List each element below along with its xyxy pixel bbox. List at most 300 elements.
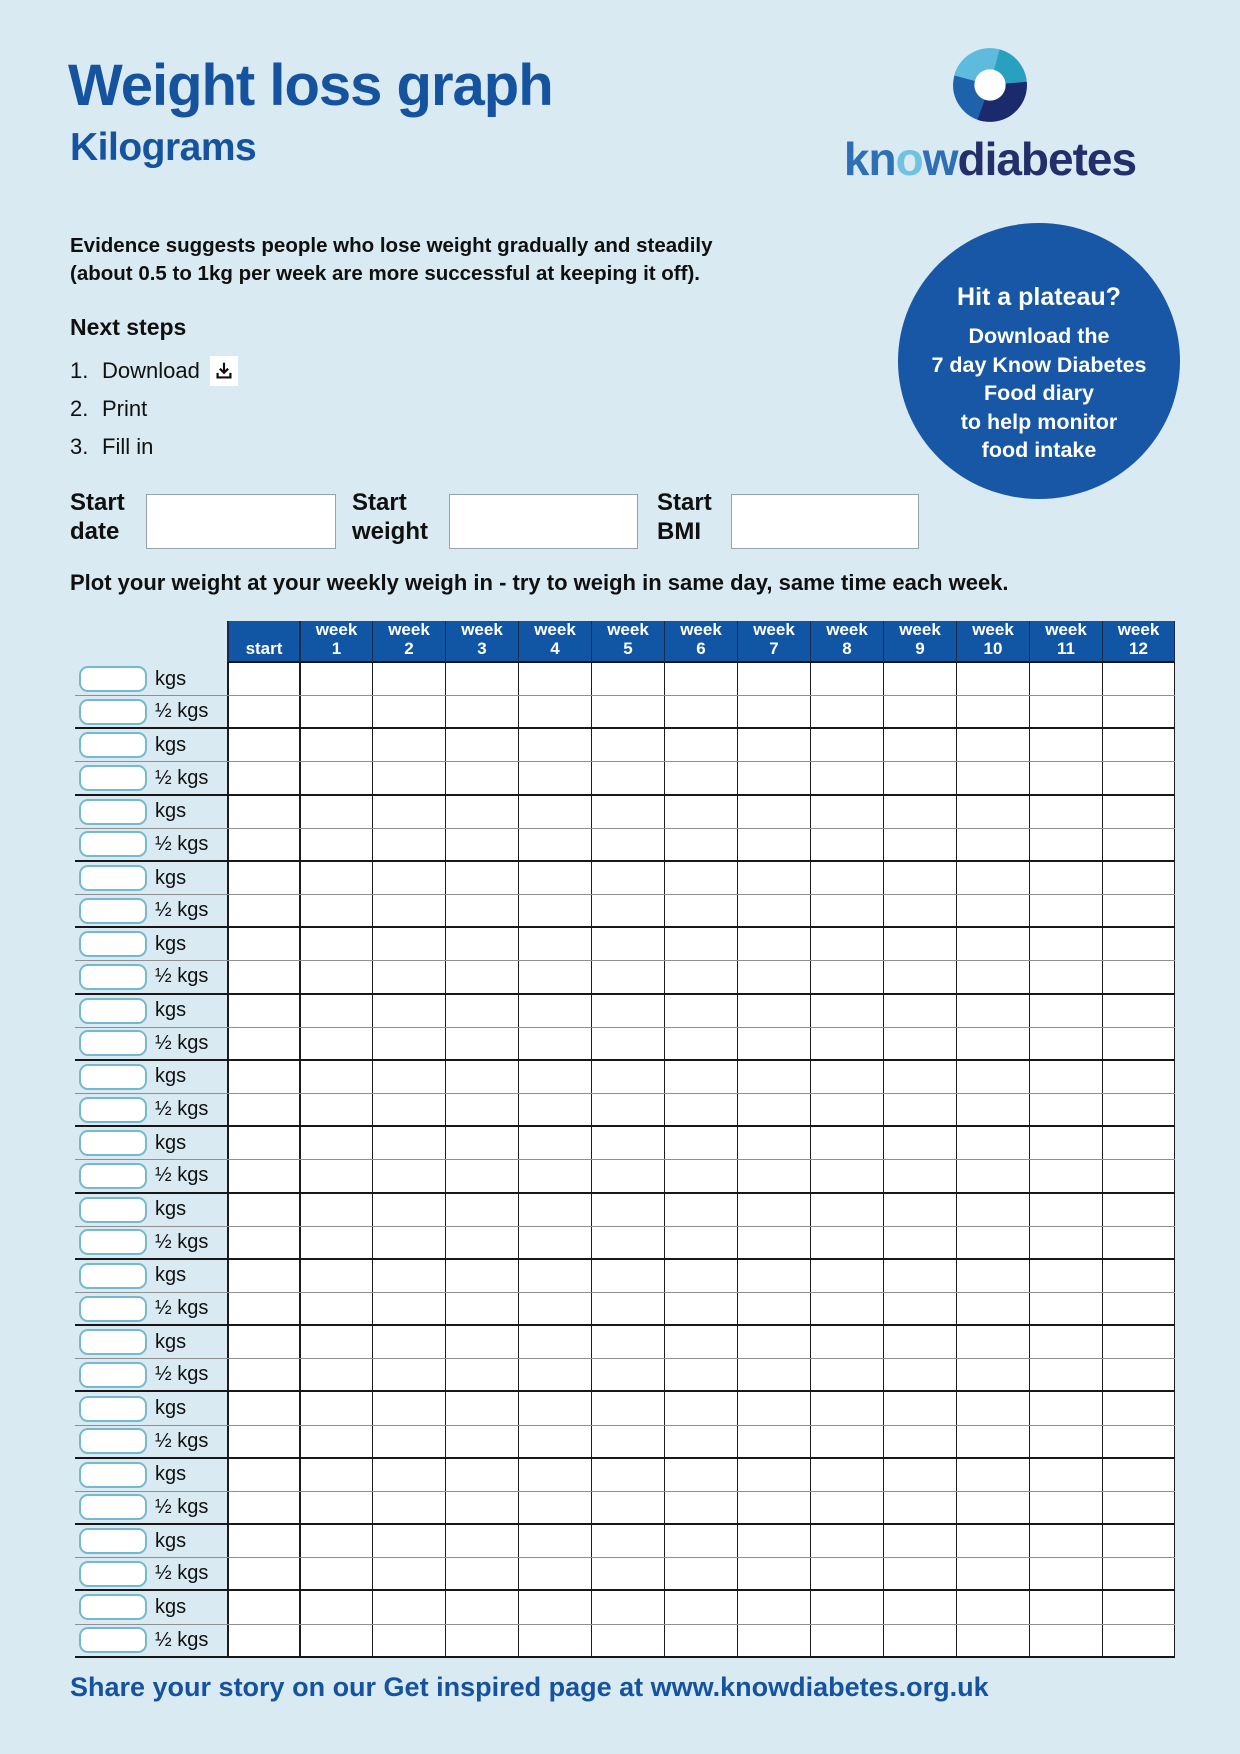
row-label-cell [75, 1127, 227, 1159]
grid-cell [445, 1127, 518, 1159]
grid-cell [664, 1293, 737, 1324]
unit-label: kgs [155, 1264, 187, 1287]
plateau-line: Download the [968, 324, 1110, 348]
grid-cell [372, 928, 445, 960]
knowdiabetes-logo [810, 44, 1170, 186]
grid-cell [591, 1359, 664, 1390]
grid-cell [591, 1260, 664, 1292]
grid-cell [518, 1061, 591, 1093]
grid-cell [299, 1392, 372, 1424]
grid-cell [737, 796, 810, 828]
grid-cell [810, 1094, 883, 1125]
intro-text [70, 232, 713, 288]
grid-cell [956, 829, 1029, 860]
grid-cell [372, 1459, 445, 1491]
grid-cell [737, 1359, 810, 1390]
weight-value-input[interactable] [79, 1462, 147, 1488]
grid-cell [518, 928, 591, 960]
grid-cell [883, 1591, 956, 1623]
download-icon[interactable] [210, 356, 238, 386]
grid-cell [299, 1326, 372, 1358]
grid-cell [956, 1293, 1029, 1324]
grid-cell [664, 696, 737, 727]
unit-label: kgs [155, 1330, 187, 1353]
grid-cell [737, 1459, 810, 1491]
plateau-badge [898, 223, 1180, 499]
grid-cell [227, 895, 299, 926]
grid-cell [372, 1326, 445, 1358]
grid-cell [227, 1094, 299, 1125]
grid-cell [956, 862, 1029, 894]
grid-cell [445, 1326, 518, 1358]
unit-label: ½ kgs [155, 832, 209, 855]
grid-cell [227, 1492, 299, 1523]
grid-cell [956, 1459, 1029, 1491]
grid-cell [299, 1160, 372, 1191]
start-date-input[interactable] [146, 494, 336, 549]
unit-label: kgs [155, 733, 187, 756]
grid-cell [1029, 1459, 1102, 1491]
weight-value-input[interactable] [79, 1229, 147, 1255]
grid-cell [883, 1426, 956, 1457]
grid-cell [1029, 895, 1102, 926]
grid-cell [518, 696, 591, 727]
grid-cell [956, 1326, 1029, 1358]
weight-value-input[interactable] [79, 1528, 147, 1554]
weight-value-input[interactable] [79, 732, 147, 758]
start-bmi-input[interactable] [731, 494, 919, 549]
unit-label: ½ kgs [155, 965, 209, 988]
grid-cell [227, 1028, 299, 1059]
grid-cell [956, 928, 1029, 960]
table-row [75, 928, 1175, 961]
weight-value-input[interactable] [79, 964, 147, 990]
unit-label: kgs [155, 932, 187, 955]
grid-cell [1102, 1326, 1175, 1358]
table-row [75, 1260, 1175, 1293]
grid-cell [591, 1061, 664, 1093]
grid-cell [1029, 1558, 1102, 1589]
grid-cell [883, 1359, 956, 1390]
grid-cell [1102, 1492, 1175, 1523]
grid-cell [445, 928, 518, 960]
grid-cell [737, 928, 810, 960]
grid-cell [299, 1625, 372, 1656]
row-label-cell [75, 1061, 227, 1093]
grid-cell [1029, 1492, 1102, 1523]
grid-cell [810, 961, 883, 992]
grid-cell [883, 1127, 956, 1159]
grid-cell [737, 1160, 810, 1191]
step-print [70, 390, 238, 428]
grid-cell [810, 696, 883, 727]
grid-cell [883, 796, 956, 828]
table-row [75, 862, 1175, 895]
plateau-line: to help monitor [960, 409, 1118, 434]
grid-cell [227, 1293, 299, 1324]
grid-cell [810, 1160, 883, 1191]
grid-cell [227, 1459, 299, 1491]
grid-cell [883, 1326, 956, 1358]
grid-cell [883, 1459, 956, 1491]
weight-value-input[interactable] [79, 1130, 147, 1156]
grid-cell [299, 961, 372, 992]
grid-cell [591, 1227, 664, 1258]
grid-cell [1102, 1260, 1175, 1292]
grid-cell [299, 829, 372, 860]
grid-cell [518, 1426, 591, 1457]
unit-label: kgs [155, 1131, 187, 1154]
grid-cell [737, 762, 810, 793]
row-label-cell [75, 1392, 227, 1424]
plot-instruction: Plot your weight at your weekly weigh in - try to weigh in same day, same time each week. [70, 570, 1009, 595]
column-header-week-11: week 11 [1029, 621, 1102, 663]
grid-cell [664, 1127, 737, 1159]
weight-value-input[interactable] [79, 1030, 147, 1056]
row-label-cell [75, 1293, 227, 1324]
grid-cell [956, 1061, 1029, 1093]
weight-value-input[interactable] [79, 865, 147, 891]
row-label-cell [75, 1194, 227, 1226]
grid-cell [956, 1094, 1029, 1125]
weight-value-input[interactable] [79, 898, 147, 924]
grid-cell [227, 928, 299, 960]
grid-cell [883, 1094, 956, 1125]
footer-text: Share your story on our Get inspired page at www.knowdiabetes.org.uk [70, 1672, 989, 1702]
grid-cell [299, 995, 372, 1027]
grid-cell [445, 1392, 518, 1424]
weight-value-input[interactable] [79, 666, 147, 692]
table-row [75, 895, 1175, 928]
grid-cell [810, 1492, 883, 1523]
grid-cell [1029, 1260, 1102, 1292]
grid-cell [664, 1392, 737, 1424]
grid-cell [664, 961, 737, 992]
table-row [75, 1127, 1175, 1160]
grid-cell [664, 928, 737, 960]
grid-cell [372, 1293, 445, 1324]
grid-cell [664, 796, 737, 828]
row-label-cell [75, 829, 227, 860]
grid-cell [810, 995, 883, 1027]
weight-value-input[interactable] [79, 1561, 147, 1587]
grid-cell [227, 1359, 299, 1390]
grid-cell [445, 663, 518, 695]
grid-cell [299, 663, 372, 695]
grid-cell [1102, 829, 1175, 860]
weight-value-input[interactable] [79, 1296, 147, 1322]
step-download [70, 352, 238, 390]
grid-cell [445, 1194, 518, 1226]
grid-cell [445, 1227, 518, 1258]
grid-cell [518, 663, 591, 695]
grid-cell [227, 995, 299, 1027]
grid-cell [227, 1392, 299, 1424]
grid-cell [810, 1194, 883, 1226]
grid-cell [227, 1591, 299, 1623]
grid-cell [372, 829, 445, 860]
step-label: Fill in [102, 434, 154, 459]
grid-cell [956, 796, 1029, 828]
grid-cell [372, 1028, 445, 1059]
weight-value-input[interactable] [79, 799, 147, 825]
unit-label: ½ kgs [155, 766, 209, 789]
grid-cell [737, 729, 810, 761]
grid-cell [445, 1028, 518, 1059]
row-label-cell [75, 1459, 227, 1491]
grid-cell [883, 1392, 956, 1424]
grid-cell [518, 1558, 591, 1589]
weight-value-input[interactable] [79, 1627, 147, 1653]
grid-cell [1029, 1061, 1102, 1093]
grid-cell [1029, 1591, 1102, 1623]
table-row [75, 1625, 1175, 1658]
grid-cell [1102, 1558, 1175, 1589]
start-weight-input[interactable] [449, 494, 638, 549]
grid-cell [1029, 1359, 1102, 1390]
grid-cell [1029, 961, 1102, 992]
weight-value-input[interactable] [79, 765, 147, 791]
grid-cell [737, 1591, 810, 1623]
row-label-cell [75, 1625, 227, 1656]
grid-cell [737, 862, 810, 894]
grid-cell [810, 1127, 883, 1159]
row-label-cell [75, 1028, 227, 1059]
grid-cell [956, 1127, 1029, 1159]
grid-cell [591, 796, 664, 828]
grid-cell [299, 1426, 372, 1457]
grid-cell [810, 1459, 883, 1491]
weight-value-input[interactable] [79, 931, 147, 957]
grid-cell [883, 1028, 956, 1059]
grid-cell [591, 1625, 664, 1656]
weight-value-input[interactable] [79, 1396, 147, 1422]
grid-cell [810, 1426, 883, 1457]
grid-cell [810, 1260, 883, 1292]
grid-cell [518, 1459, 591, 1491]
start-weight-label: Start weight [352, 489, 428, 545]
table-row [75, 1094, 1175, 1127]
weight-value-input[interactable] [79, 1594, 147, 1620]
grid-cell [664, 895, 737, 926]
grid-cell [227, 1194, 299, 1226]
grid-cell [299, 1260, 372, 1292]
grid-cell [1102, 696, 1175, 727]
grid-cell [664, 663, 737, 695]
grid-cell [1102, 663, 1175, 695]
grid-cell [1102, 1392, 1175, 1424]
grid-cell [883, 1492, 956, 1523]
grid-cell [956, 1492, 1029, 1523]
grid-cell [445, 1293, 518, 1324]
grid-cell [518, 1127, 591, 1159]
grid-cell [883, 1558, 956, 1589]
table-row [75, 1426, 1175, 1459]
grid-cell [956, 1558, 1029, 1589]
grid-cell [591, 696, 664, 727]
row-label-cell [75, 928, 227, 960]
weight-value-input[interactable] [79, 1263, 147, 1289]
grid-cell [1102, 1094, 1175, 1125]
grid-cell [1102, 796, 1175, 828]
grid-cell [956, 696, 1029, 727]
weight-value-input[interactable] [79, 699, 147, 725]
unit-label: kgs [155, 800, 187, 823]
weight-value-input[interactable] [79, 1329, 147, 1355]
grid-cell [664, 862, 737, 894]
grid-cell [956, 1359, 1029, 1390]
grid-cell [664, 1591, 737, 1623]
grid-cell [518, 1326, 591, 1358]
knowdiabetes-swirl-icon [949, 44, 1031, 126]
unit-label: kgs [155, 1198, 187, 1221]
table-row [75, 1392, 1175, 1425]
grid-cell [227, 796, 299, 828]
weight-value-input[interactable] [79, 998, 147, 1024]
grid-cell [591, 1028, 664, 1059]
grid-cell [664, 1194, 737, 1226]
grid-cell [591, 1525, 664, 1557]
header-label-spacer [75, 621, 227, 663]
grid-cell [299, 928, 372, 960]
grid-cell [445, 1459, 518, 1491]
grid-cell [737, 1625, 810, 1656]
unit-label: ½ kgs [155, 1628, 209, 1651]
grid-cell [445, 1492, 518, 1523]
grid-cell [445, 895, 518, 926]
step-label: Download [102, 358, 200, 383]
grid-cell [372, 1359, 445, 1390]
grid-cell [883, 1160, 956, 1191]
step-number: 3. [70, 434, 89, 459]
grid-cell [737, 995, 810, 1027]
grid-cell [227, 696, 299, 727]
page-title: Weight loss graph [68, 53, 553, 118]
weight-value-input[interactable] [79, 1097, 147, 1123]
grid-cell [883, 1194, 956, 1226]
grid-cell [737, 696, 810, 727]
grid-cell [591, 1426, 664, 1457]
grid-cell [1029, 1094, 1102, 1125]
grid-cell [372, 1094, 445, 1125]
start-date-label: Start date [70, 489, 125, 545]
grid-cell [372, 1525, 445, 1557]
grid-cell [1102, 1591, 1175, 1623]
plateau-line: Food diary [984, 381, 1094, 405]
grid-cell [810, 829, 883, 860]
column-header-week-6: week 6 [664, 621, 737, 663]
grid-cell [1102, 1426, 1175, 1457]
intro-line-1: Evidence suggests people who lose weight gradually and steadily [70, 234, 713, 257]
grid-cell [664, 1459, 737, 1491]
grid-cell [883, 829, 956, 860]
grid-cell [1029, 1426, 1102, 1457]
grid-cell [810, 729, 883, 761]
grid-cell [227, 762, 299, 793]
table-row [75, 1194, 1175, 1227]
grid-cell [1102, 961, 1175, 992]
grid-cell [445, 696, 518, 727]
grid-cell [518, 961, 591, 992]
grid-cell [737, 1227, 810, 1258]
column-header-week-12: week 12 [1102, 621, 1175, 663]
weight-value-input[interactable] [79, 1064, 147, 1090]
column-header-week-8: week 8 [810, 621, 883, 663]
grid-cell [445, 961, 518, 992]
grid-cell [1029, 862, 1102, 894]
grid-cell [810, 1293, 883, 1324]
grid-cell [810, 762, 883, 793]
weight-value-input[interactable] [79, 1163, 147, 1189]
grid-cell [518, 1591, 591, 1623]
unit-label: ½ kgs [155, 700, 209, 723]
weight-value-input[interactable] [79, 831, 147, 857]
table-row [75, 1028, 1175, 1061]
weight-value-input[interactable] [79, 1362, 147, 1388]
grid-cell [591, 829, 664, 860]
grid-cell [1102, 862, 1175, 894]
grid-cell [956, 995, 1029, 1027]
grid-cell [883, 1260, 956, 1292]
grid-cell [445, 1160, 518, 1191]
grid-cell [299, 1094, 372, 1125]
grid-cell [956, 1591, 1029, 1623]
table-row [75, 663, 1175, 696]
weight-value-input[interactable] [79, 1197, 147, 1223]
grid-cell [372, 762, 445, 793]
row-label-cell [75, 1260, 227, 1292]
grid-cell [1102, 729, 1175, 761]
grid-cell [1029, 1326, 1102, 1358]
grid-cell [956, 961, 1029, 992]
grid-cell [299, 895, 372, 926]
grid-cell [372, 729, 445, 761]
row-label-cell [75, 862, 227, 894]
grid-cell [227, 862, 299, 894]
grid-cell [1102, 1625, 1175, 1656]
grid-cell [737, 1525, 810, 1557]
grid-cell [299, 1525, 372, 1557]
grid-cell [956, 1426, 1029, 1457]
grid-cell [445, 729, 518, 761]
grid-cell [737, 1094, 810, 1125]
grid-cell [883, 1061, 956, 1093]
weight-value-input[interactable] [79, 1428, 147, 1454]
grid-cell [372, 995, 445, 1027]
grid-cell [810, 1625, 883, 1656]
grid-cell [664, 1525, 737, 1557]
column-header-week-5: week 5 [591, 621, 664, 663]
grid-cell [956, 1160, 1029, 1191]
grid-cell [737, 1558, 810, 1589]
grid-cell [518, 1525, 591, 1557]
grid-cell [883, 928, 956, 960]
weight-value-input[interactable] [79, 1494, 147, 1520]
grid-cell [1029, 696, 1102, 727]
plateau-line: food intake [981, 438, 1097, 462]
grid-cell [1029, 1293, 1102, 1324]
grid-cell [810, 1326, 883, 1358]
grid-cell [664, 1326, 737, 1358]
row-label-cell [75, 1094, 227, 1125]
grid-cell [1102, 1160, 1175, 1191]
table-row [75, 995, 1175, 1028]
grid-cell [518, 1359, 591, 1390]
grid-cell [591, 1392, 664, 1424]
grid-cell [299, 1194, 372, 1226]
grid-cell [591, 961, 664, 992]
row-label-cell [75, 995, 227, 1027]
